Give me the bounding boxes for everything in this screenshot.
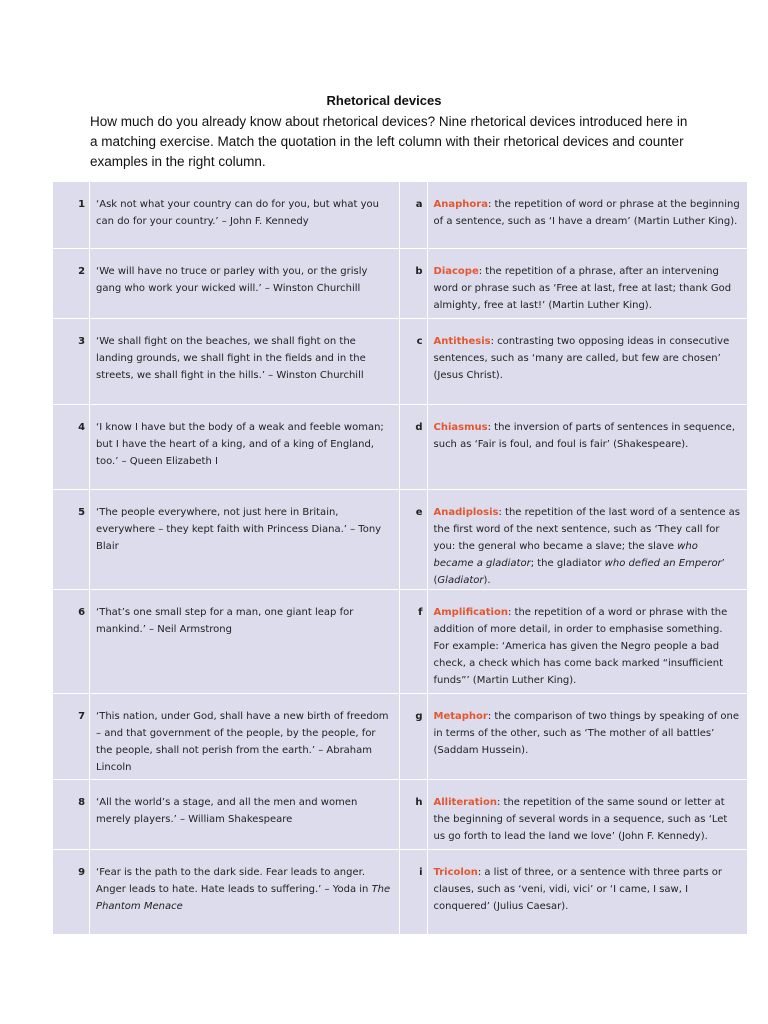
row-number: 3 <box>53 319 90 405</box>
definition-text: ; the gladiator <box>530 558 605 569</box>
quotation: ‘This nation, under God, shall have a new birth of freedom – and that government of the people, by the people, for the people, shall not perish from the earth.’ – Abraham Lincoln <box>90 694 400 780</box>
quotation-italic: The Phantom Menace <box>96 884 391 912</box>
device-letter: f <box>400 590 427 694</box>
device-letter: c <box>400 319 427 405</box>
device-letter: e <box>400 490 427 590</box>
quotation: ‘The people everywhere, not just here in Britain, everywhere – they kept faith with Princess Diana.’ – Tony Blair <box>90 490 400 590</box>
quotation: ‘I know I have but the body of a weak and feeble woman; but I have the heart of a king, and of a king of England, too.’ – Queen Elizabeth I <box>90 405 400 490</box>
definition-italic: who became a gladiator <box>433 541 698 569</box>
device-letter: d <box>400 405 427 490</box>
quotation-text: ‘Fear is the path to the dark side. Fear leads to anger. Anger leads to hate. Hate leads to suffering.’ – Yoda in <box>96 867 372 895</box>
device-letter: i <box>400 850 427 935</box>
device-definition <box>427 490 747 590</box>
page-title: Rhetorical devices <box>326 93 442 108</box>
table-row <box>53 694 748 780</box>
device-term: Diacope <box>433 266 479 277</box>
definition-text: : a list of three, or a sentence with three parts or clauses, such as ‘veni, vidi, vici’ or ‘I came, I saw, I conquered’ (Julius Caesar). <box>433 867 722 912</box>
definition-text: : the comparison of two things by speaking of one in terms of the other, such as ‘The mother of all battles’ (Saddam Hussein). <box>433 711 740 756</box>
table-row <box>53 405 748 490</box>
table-row <box>53 780 748 850</box>
definition-text: ). <box>483 575 491 586</box>
matching-table <box>52 181 748 935</box>
device-letter: g <box>400 694 427 780</box>
definition-text: : the repetition of word or phrase at the beginning of a sentence, such as ‘I have a dream’ (Martin Luther King). <box>433 199 740 227</box>
device-term: Tricolon <box>433 867 478 878</box>
device-definition <box>427 319 747 405</box>
device-term: Metaphor <box>433 711 488 722</box>
definition-text: ’ ( <box>433 558 725 586</box>
table-row <box>53 850 748 935</box>
quotation: ‘That’s one small step for a man, one giant leap for mankind.’ – Neil Armstrong <box>90 590 400 694</box>
device-letter: h <box>400 780 427 850</box>
device-term: Anadiplosis <box>433 507 499 518</box>
intro-paragraph: How much do you already know about rhetorical devices? Nine rhetorical devices introduced here in a matching exercise. Match the quotation in the left column with their rhetorical devices and counter examples in the right column. <box>90 114 688 169</box>
device-term: Chiasmus <box>433 422 488 433</box>
row-number: 9 <box>53 850 90 935</box>
definition-text: : the repetition of the last word of a sentence as the first word of the next sentence, such as ‘They call for you: the general who became a slave; the slave <box>433 507 740 552</box>
quotation: ‘We shall fight on the beaches, we shall fight on the landing grounds, we shall fight in the fields and in the streets, we shall fight in the hills.’ – Winston Churchill <box>90 319 400 405</box>
definition-text: : the repetition of a word or phrase with the addition of more detail, in order to emphasise something. For example: ‘America has given the Negro people a bad check, a check which has come back marked “insufficient funds”’ (Martin Luther King). <box>433 607 728 686</box>
quotation: ‘Ask not what your country can do for you, but what you can do for your country.’ – John F. Kennedy <box>90 182 400 249</box>
device-letter: a <box>400 182 427 249</box>
table-row <box>53 182 748 249</box>
device-definition <box>427 590 747 694</box>
device-term: Alliteration <box>433 797 497 808</box>
row-number: 5 <box>53 490 90 590</box>
quotation <box>90 850 400 935</box>
definition-italic: who defied an Emperor <box>604 558 722 569</box>
row-number: 2 <box>53 249 90 319</box>
table-row <box>53 249 748 319</box>
definition-text: : the repetition of a phrase, after an intervening word or phrase such as ‘Free at last, free at last; thank God almighty, free at last!’ (Martin Luther King). <box>433 266 732 311</box>
quotation: ‘We will have no truce or parley with you, or the grisly gang who work your wicked will.’ – Winston Churchill <box>90 249 400 319</box>
device-definition <box>427 182 747 249</box>
definition-text: : the repetition of the same sound or letter at the beginning of several words in a sequence, such as ‘Let us go forth to lead the land we love’ (John F. Kennedy). <box>433 797 728 842</box>
table-row <box>53 319 748 405</box>
table-row <box>53 490 748 590</box>
device-letter: b <box>400 249 427 319</box>
row-number: 1 <box>53 182 90 249</box>
device-term: Anaphora <box>433 199 488 210</box>
definition-italic: Gladiator <box>437 575 484 586</box>
definition-text: : contrasting two opposing ideas in consecutive sentences, such as ‘many are called, but few are chosen’ (Jesus Christ). <box>433 336 730 381</box>
row-number: 4 <box>53 405 90 490</box>
row-number: 6 <box>53 590 90 694</box>
device-term: Amplification <box>433 607 508 618</box>
device-definition <box>427 780 747 850</box>
device-definition <box>427 249 747 319</box>
quotation: ‘All the world’s a stage, and all the men and women merely players.’ – William Shakespeare <box>90 780 400 850</box>
device-definition <box>427 405 747 490</box>
device-definition <box>427 694 747 780</box>
definition-text: : the inversion of parts of sentences in sequence, such as ‘Fair is foul, and foul is fair’ (Shakespeare). <box>433 422 735 450</box>
device-definition <box>427 850 747 935</box>
row-number: 7 <box>53 694 90 780</box>
row-number: 8 <box>53 780 90 850</box>
device-term: Antithesis <box>433 336 491 347</box>
table-row <box>53 590 748 694</box>
